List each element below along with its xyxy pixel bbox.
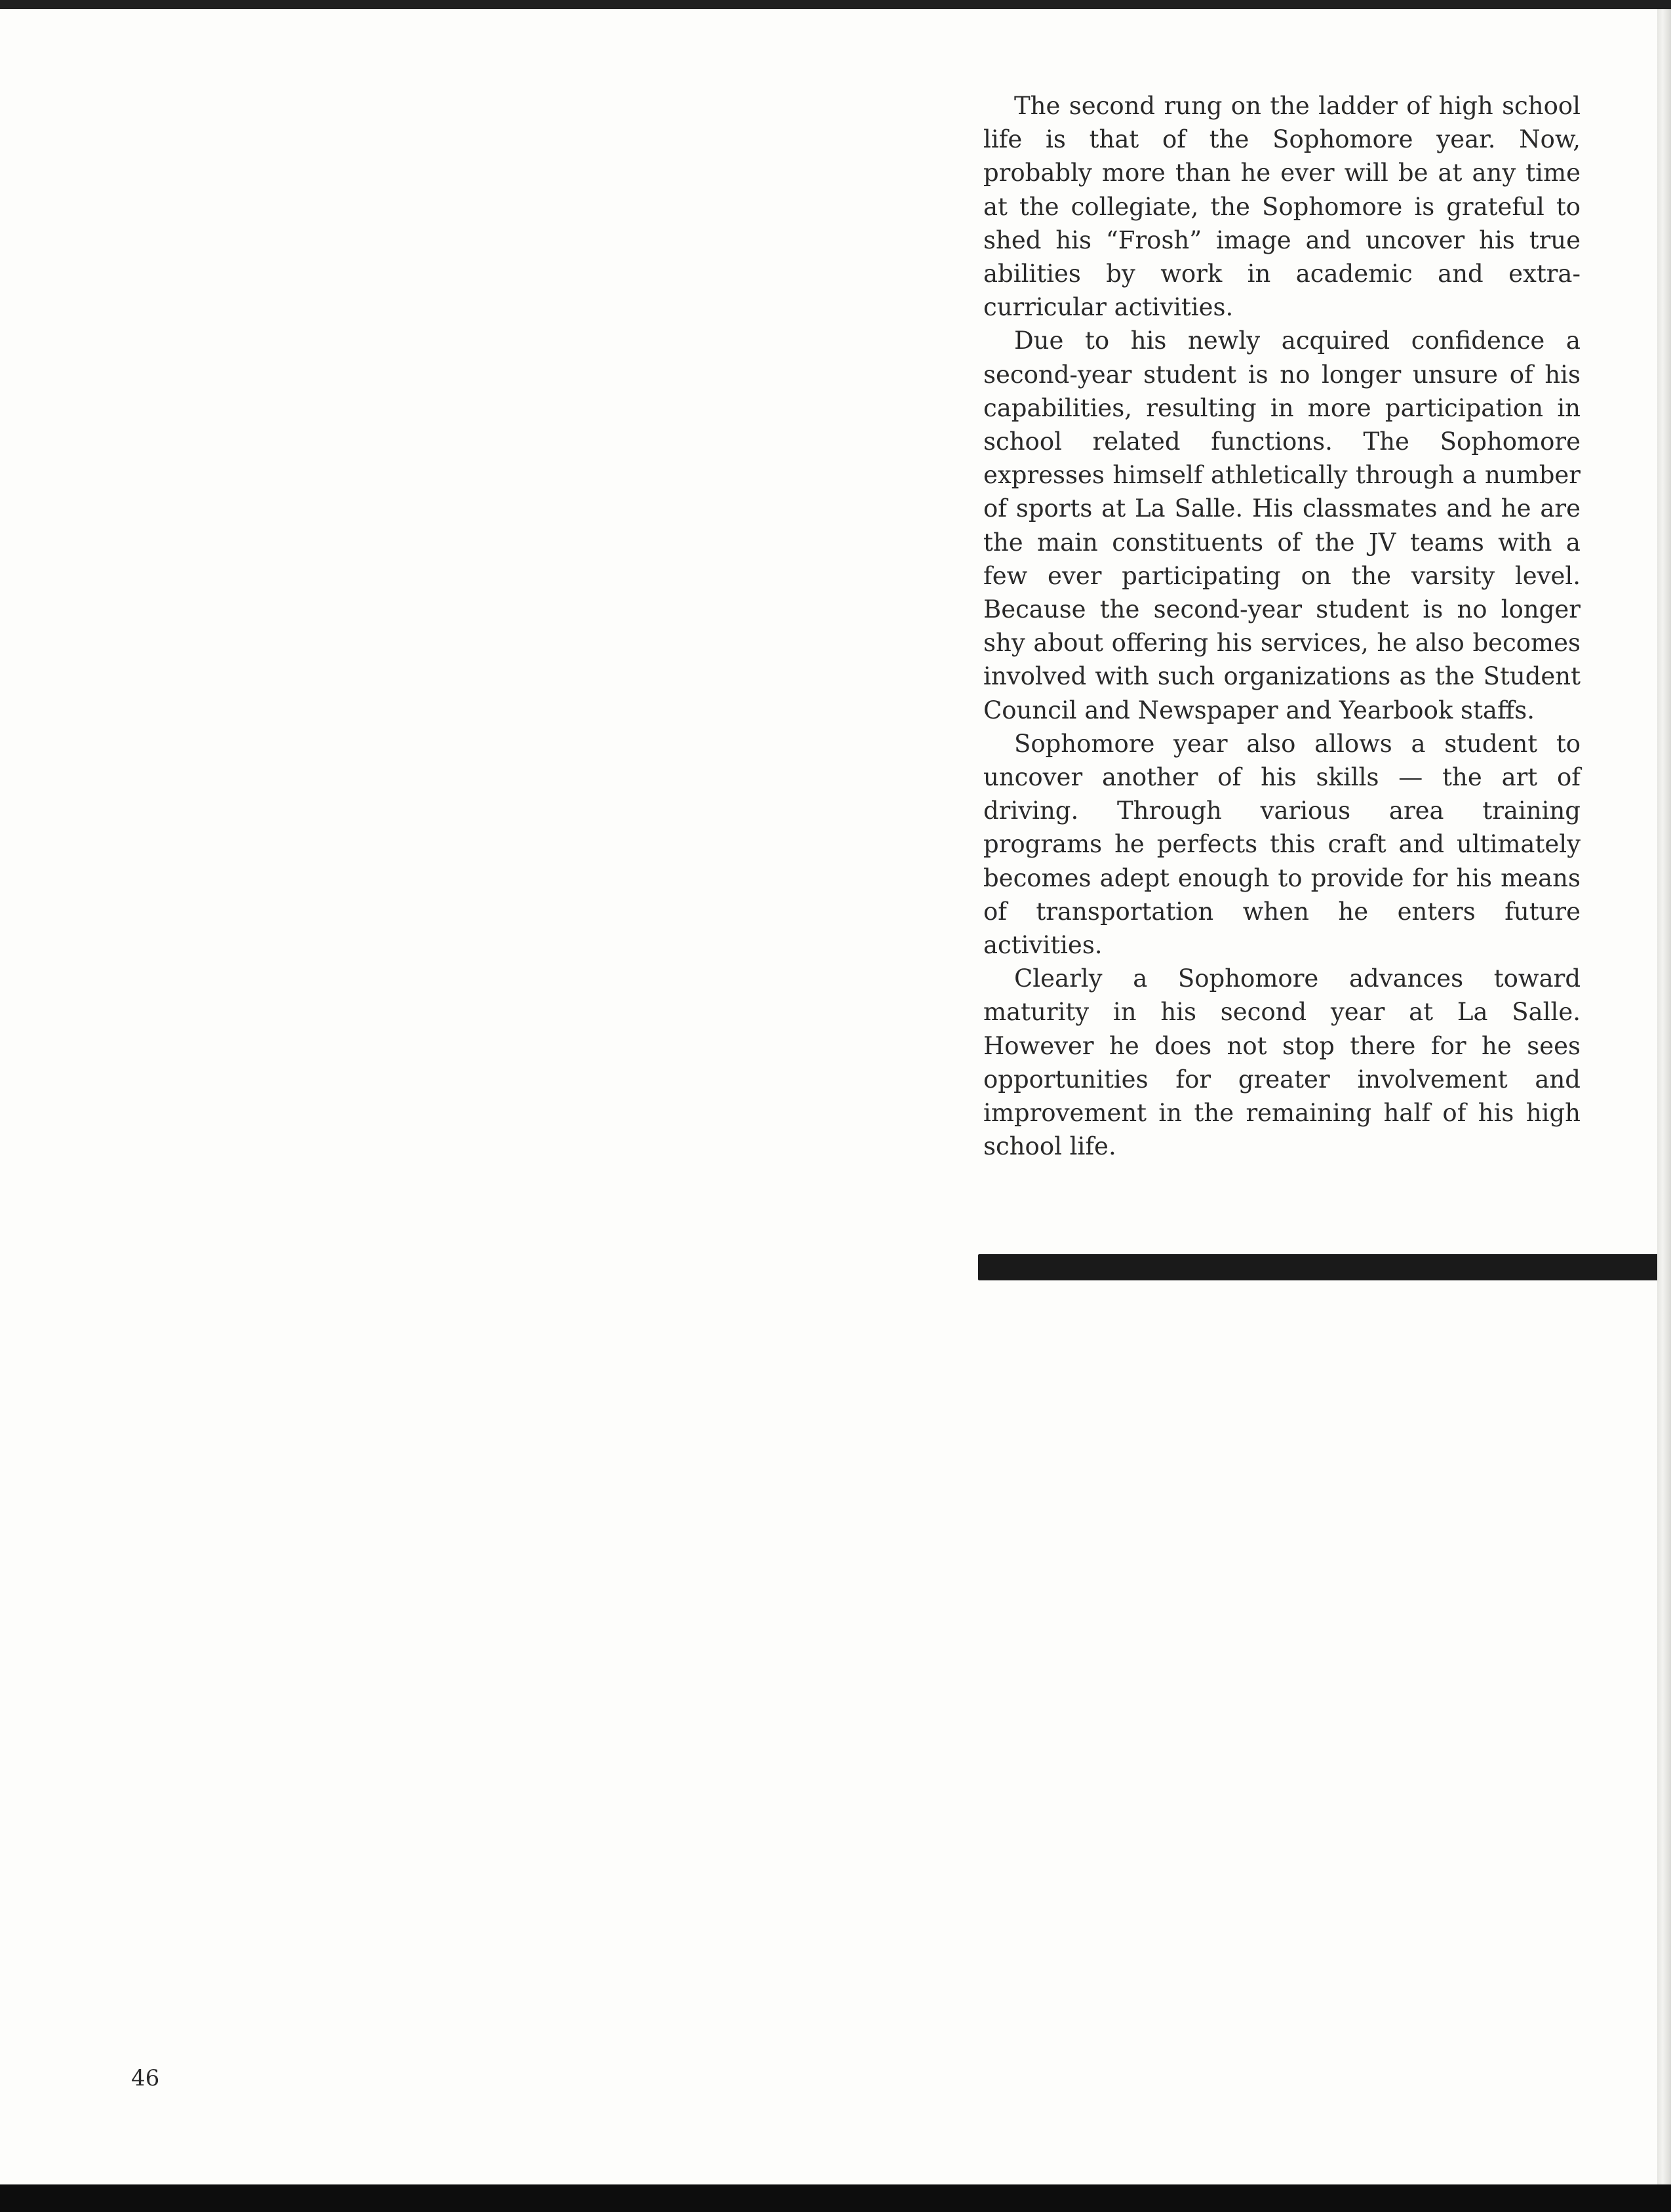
sophomore-article	[983, 89, 1581, 1164]
article-paragraph-4: Clearly a Sophomore advances toward maturity in his second year at La Salle. However he does not stop there for he sees opportunities for greater involvement and improvement in the remaining half of his high school life.	[983, 964, 1581, 1161]
page-right-edge	[1657, 9, 1671, 2184]
page-number: 46	[131, 2065, 160, 2091]
scan-top-border	[0, 0, 1671, 9]
scan-bottom-border	[0, 2184, 1671, 2212]
article-paragraph-1: The second rung on the ladder of high school life is that of the Sophomore year. Now, probably more than he ever will be at any time at the collegiate, the Sophomore is grateful to shed his “Frosh” image and uncover his true abilities by work in academic and extra-curricular activities.	[983, 92, 1581, 322]
article-paragraph-3: Sophomore year also allows a student to uncover another of his skills — the art of driving. Through various area training programs he perfects this craft and ultimately becomes adept enough to provide for his means of transportation when he enters future activities.	[983, 729, 1581, 960]
yearbook-page	[0, 9, 1657, 2184]
article-paragraph-2: Due to his newly acquired confidence a second-year student is no longer unsure of his capabilities, resulting in more participation in school related functions. The Sophomore expresses himself athletically through a number of sports at La Salle. His classmates and he are the main constituents of the JV teams with a few ever participating on the varsity level. Because the second-year student is no longer shy about offering his services, he also becomes involved with such organizations as the Student Council and Newspaper and Yearbook staffs.	[983, 326, 1581, 724]
black-divider-bar	[978, 1254, 1657, 1280]
